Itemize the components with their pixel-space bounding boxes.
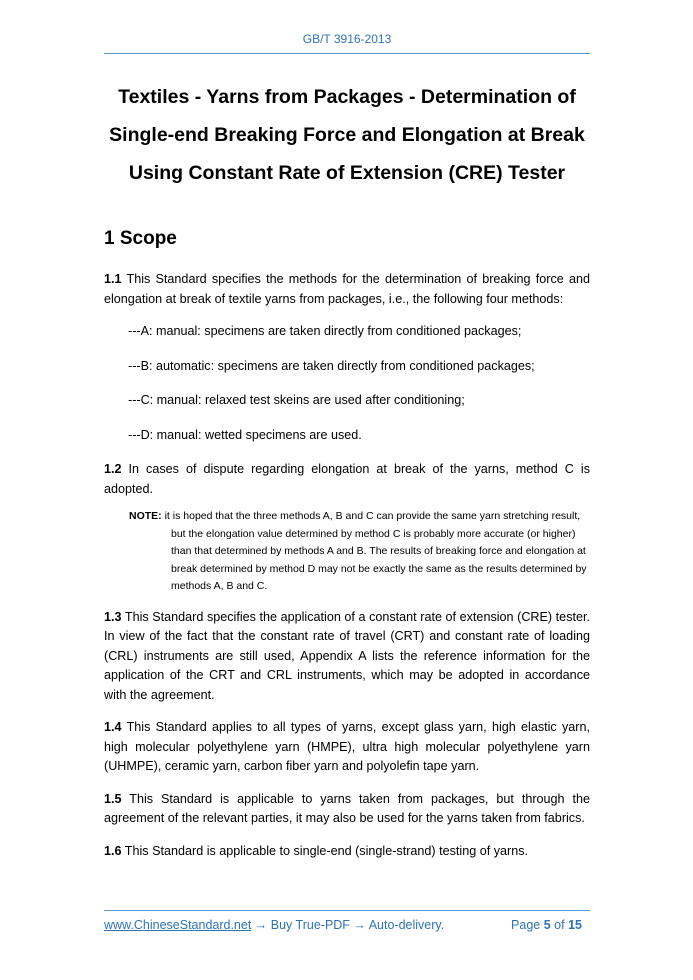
section-heading-scope: 1 Scope <box>104 228 177 249</box>
clause-text: This Standard applies to all types of yarns, except glass yarn, high elastic yarn, high molecular polyethylene yarn (HMPE), ultra high molecular polyethylene yarn (UHMPE), ceramic yarn, carbon fiber yarn and polyolefin tape yarn. <box>104 720 590 774</box>
page-of: of <box>554 918 565 932</box>
document-title <box>104 78 590 192</box>
promo-text: → Buy True-PDF → Auto-delivery. <box>251 918 445 932</box>
note-label: NOTE: <box>129 510 162 522</box>
title-line-3: Using Constant Rate of Extension (CRE) Tester <box>128 162 566 184</box>
footer-promo <box>104 918 444 932</box>
clause-1-2 <box>104 460 590 499</box>
document-body <box>104 270 590 874</box>
clause-number: 1.3 <box>104 609 122 624</box>
page-header <box>104 32 590 46</box>
clause-1-1 <box>104 270 590 309</box>
clause-1-5 <box>104 790 590 829</box>
title-line-2: Single-end Breaking Force and Elongation at Break <box>109 124 585 146</box>
clause-text: This Standard specifies the application of a constant rate of extension (CRE) tester. In view of the fact that the constant rate of travel (CRT) and constant rate of loading (CRL) instruments are still used, Appendix A lists the reference information for the application of the CRT and CRL instruments, which may be adopted in accordance with the agreement. <box>104 609 590 702</box>
clause-1-6 <box>104 842 590 862</box>
page-number <box>511 918 582 932</box>
clause-number: 1.2 <box>104 462 122 476</box>
clause-text: In cases of dispute regarding elongation at break of the yarns, method C is adopted. <box>104 462 591 496</box>
method-item-b: ---B: automatic: specimens are taken directly from conditioned packages; <box>128 358 535 373</box>
clause-number: 1.5 <box>104 791 122 806</box>
clause-number: 1.1 <box>104 272 122 286</box>
footer-rule <box>104 910 590 911</box>
clause-text: This Standard specifies the methods for the determination of breaking force and elongation at break of textile yarns from packages, i.e., the following four methods: <box>104 272 590 306</box>
clause-number: 1.4 <box>104 720 122 735</box>
method-item-d: ---D: manual: wetted specimens are used. <box>128 427 362 442</box>
method-item-c: ---C: manual: relaxed test skeins are used after conditioning; <box>128 393 465 407</box>
header-rule <box>104 53 590 54</box>
page-current: 5 <box>543 918 551 932</box>
clause-text: This Standard is applicable to yarns taken from packages, but through the agreement of the relevant parties, it may also be used for the yarns taken from fabrics. <box>104 791 590 826</box>
page-word: Page <box>511 918 541 932</box>
standard-code: GB/T 3916-2013 <box>302 32 392 46</box>
method-item-a: ---A: manual: specimens are taken directly from conditioned packages; <box>128 324 522 338</box>
note-block <box>129 508 590 596</box>
clause-1-4 <box>104 718 590 777</box>
page-total: 15 <box>568 918 582 932</box>
note-text: it is hoped that the three methods A, B and C can provide the same yarn stretching result, but the elongation value determined by method C is probably more accurate (or higher) than that determined by methods A and B. The results of breaking force and elongation at break determined by method D may not be exactly the same as the results determined by methods A, B and C. <box>164 510 587 593</box>
site-link[interactable]: www.ChineseStandard.net <box>104 918 252 932</box>
title-line-1: Textiles - Yarns from Packages - Determination of <box>118 86 576 108</box>
clause-number: 1.6 <box>104 843 122 858</box>
clause-text: This Standard is applicable to single-end (single-strand) testing of yarns. <box>124 843 529 858</box>
clause-1-3 <box>104 608 590 706</box>
